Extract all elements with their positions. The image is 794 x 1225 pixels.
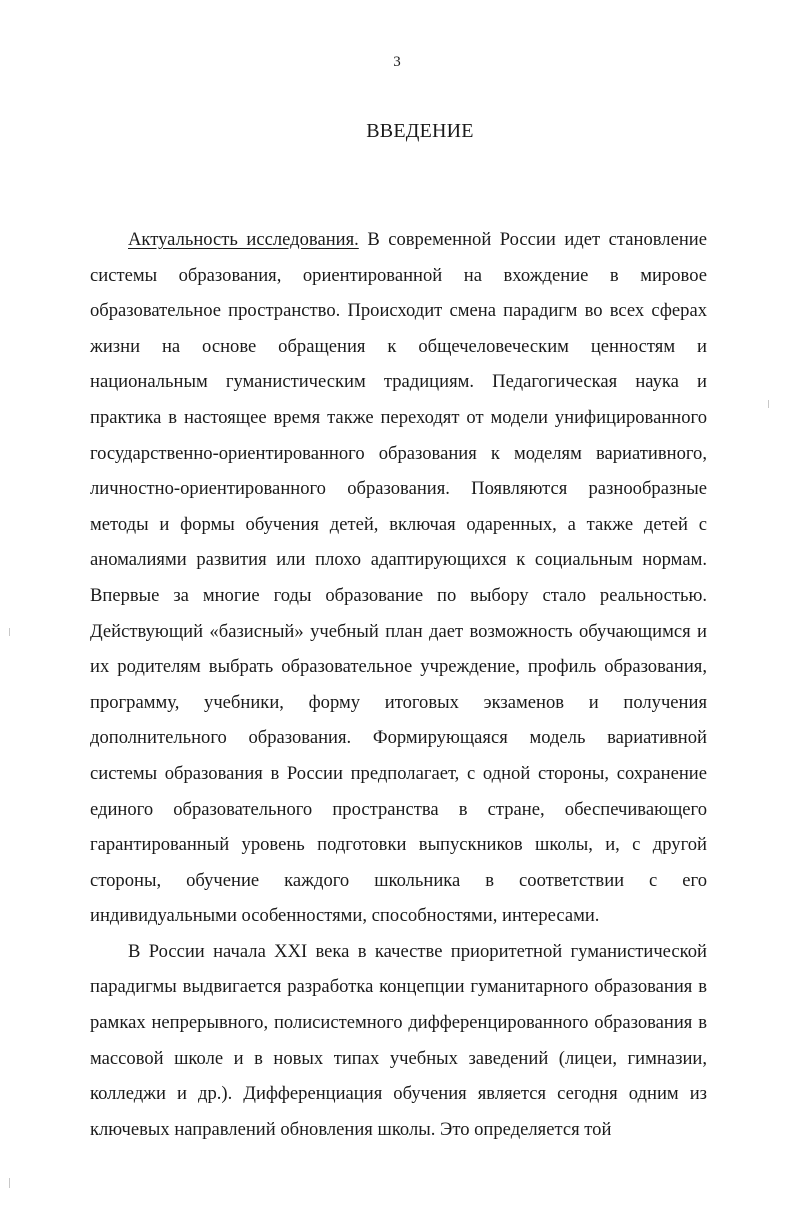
paragraph-1 bbox=[90, 222, 707, 934]
scan-mark-right bbox=[768, 400, 769, 408]
body-text bbox=[90, 222, 707, 1147]
section-heading: ВВЕДЕНИЕ bbox=[366, 120, 474, 142]
paragraph-2-text: В России начала XXI века в качестве приоритетной гуманистической парадигмы выдвигается разработка концепции гуманитарного образования в рамках непрерывного, полисистемного дифференцированного образования в массовой школе и в новых типах учебных заведений (лицеи, гимназии, колледжи и др.). Дифференциация обучения является сегодня одним из ключевых направлений обновления школы. Это определяется той bbox=[90, 940, 707, 1140]
scan-mark-bottom-left bbox=[9, 1178, 10, 1188]
paragraph-1-lead: Актуальность исследования. bbox=[128, 229, 359, 250]
paragraph-2 bbox=[90, 934, 707, 1148]
paragraph-1-text: В современной России идет становление системы образования, ориентированной на вхождение в мировое образовательное пространство. Происходит смена парадигм во всех сферах жизни на основе обращения к общечеловеческим ценностям и национальным гуманистическим традициям. Педагогическая наука и практика в настоящее время также переходят от модели унифицированного государственно-ориентированного образования к моделям вариативного, личностно-ориентированного образования. Появляются разнообразные методы и формы обучения детей, включая одаренных, а также детей с аномалиями развития или плохо адаптирующихся к социальным нормам. Впервые за многие годы образование по выбору стало реальностью. Действующий «базисный» учебный план дает возможность обучающимся и их родителям выбрать образовательное учреждение, профиль образования, программу, учебники, форму итоговых экзаменов и получения дополнительного образования. Формирующаяся модель вариативной системы образования в России предполагает, с одной стороны, сохранение единого образовательного пространства в стране, обеспечивающего гарантированный уровень подготовки выпускников школы, и, с другой стороны, обучение каждого школьника в соответствии с его индивидуальными особенностями, способностями, интересами. bbox=[90, 229, 707, 927]
page-number: 3 bbox=[393, 54, 401, 70]
scan-mark-left bbox=[9, 628, 10, 636]
